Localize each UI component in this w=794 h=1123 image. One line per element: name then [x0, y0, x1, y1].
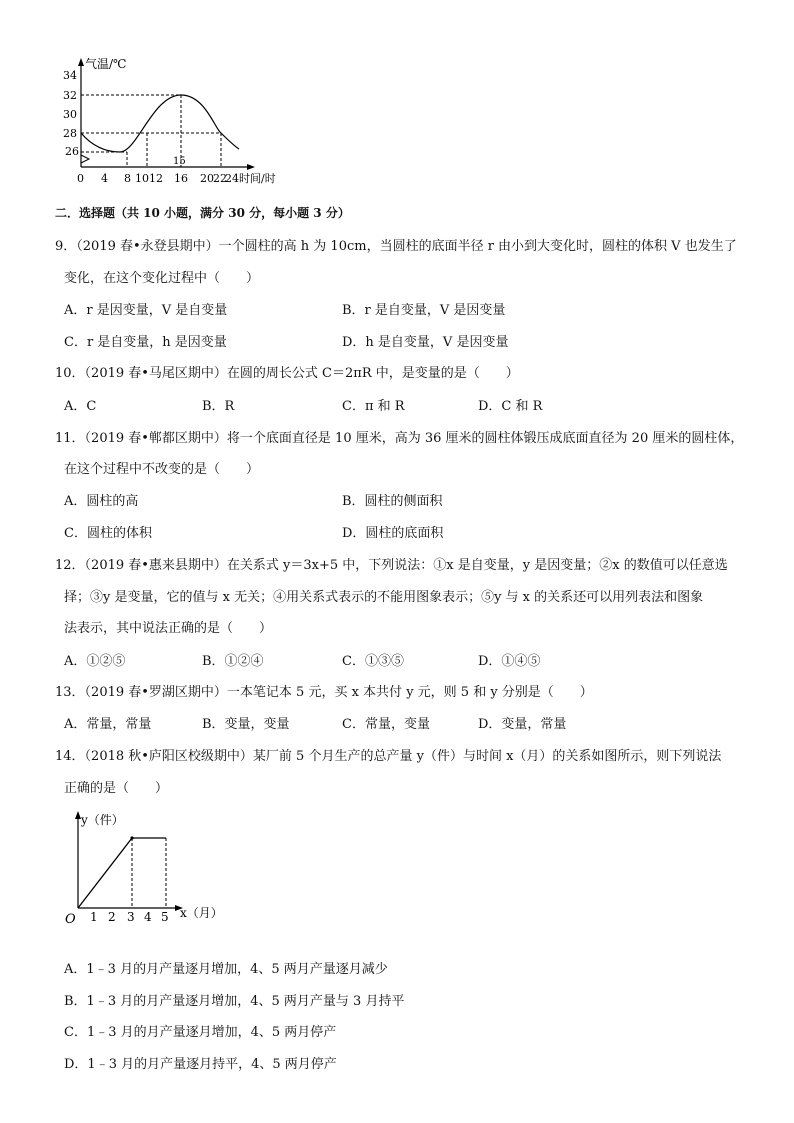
guide-lines: [81, 95, 221, 167]
x-tick-4: 4: [144, 910, 152, 924]
y-tick-34: 34: [63, 69, 77, 82]
q14-line-1: 14．（2018 秋•庐阳区校级期中）某厂前 5 个月生产的总产量 y（件）与时间 x（月）的关系如图所示，则下列说法: [55, 749, 722, 764]
q11-option-a[interactable]: A．圆柱的高: [64, 494, 139, 509]
q14-line-2: 正确的是（ ）: [64, 781, 169, 796]
x-axis-label: x（月）: [180, 906, 223, 920]
q13-option-a[interactable]: A．常量，常量: [64, 717, 152, 732]
q9-option-b[interactable]: B．r 是自变量，V 是因变量: [342, 303, 506, 318]
q9-option-d[interactable]: D．h 是自变量，V 是因变量: [342, 335, 509, 350]
x-tick-24: 24: [225, 172, 239, 185]
x-axis-label: 时间/时: [239, 172, 276, 185]
q12-option-d[interactable]: D．①④⑤: [478, 654, 541, 669]
x-axis-arrow: [247, 164, 255, 170]
x-tick-8: 8: [124, 172, 131, 185]
x-tick-4: 4: [101, 172, 108, 185]
x-tick-5: 5: [161, 910, 169, 924]
temperature-graph: [55, 55, 305, 190]
q9-line-1: 9．（2019 春•永登县期中）一个圆柱的高 h 为 10cm，当圆柱的底面半径 r 由小到大变化时，圆柱的体积 V 也发生了: [55, 239, 737, 254]
q12-option-c[interactable]: C．①③⑤: [342, 654, 404, 669]
q12-line-1: 12．（2019 春•惠来县期中）在关系式 y＝3x+5 中，下列说法：①x 是自变量，y 是因变量；②x 的数值可以任意选: [55, 558, 728, 573]
inner-label: 15: [173, 156, 186, 167]
q13-option-c[interactable]: C．常量，变量: [342, 717, 430, 732]
axis-break: [81, 155, 89, 163]
x-tick-2: 2: [108, 910, 116, 924]
q11-line-1: 11．（2019 春•郸都区期中）将一个底面直径是 10 厘米，高为 36 厘米的圆柱体锻压成底面直径为 20 厘米的圆柱体，: [55, 431, 744, 446]
y-tick-28: 28: [63, 127, 77, 140]
q14-option-b[interactable]: B．1﹣3 月的月产量逐月增加，4、5 两月产量与 3 月持平: [64, 994, 405, 1009]
y-axis-label: 气温/℃: [85, 57, 127, 71]
q10-line-1: 10．（2019 春•马尾区期中）在圆的周长公式 C＝2πR 中，是变量的是（ ）: [55, 366, 519, 381]
y-tick-32: 32: [63, 89, 77, 102]
q14-option-a[interactable]: A．1﹣3 月的月产量逐月增加，4、5 两月产量逐月减少: [64, 962, 388, 977]
q10-option-b[interactable]: B．R: [202, 399, 235, 414]
x-tick-22: 22: [213, 172, 227, 185]
q14-option-d[interactable]: D．1﹣3 月的月产量逐月持平，4、5 两月停产: [64, 1057, 337, 1072]
q13-option-b[interactable]: B．变量，变量: [202, 717, 290, 732]
q9-option-a[interactable]: A．r 是因变量，V 是自变量: [64, 303, 228, 318]
q11-option-b[interactable]: B．圆柱的侧面积: [342, 494, 443, 509]
q13-line-1: 13．（2019 春•罗湖区期中）一本笔记本 5 元，买 x 本共付 y 元，则 5 和 y 分别是（ ）: [55, 685, 593, 700]
q12-line-2: 择；③y 是变量，它的值与 x 无关；④用关系式表示的不能用图象表示；⑤y 与 x 的关系还可以用列表法和图象: [64, 590, 704, 605]
q9-option-c[interactable]: C．r 是自变量，h 是因变量: [64, 335, 227, 350]
x-tick-3: 3: [127, 910, 135, 924]
q11-line-2: 在这个过程中不改变的是（ ）: [64, 462, 260, 477]
q11-option-d[interactable]: D．圆柱的底面积: [342, 526, 444, 541]
x-tick-0: 0: [77, 172, 84, 185]
x-tick-20: 20: [200, 172, 214, 185]
production-line: [78, 838, 166, 908]
q12-line-3: 法表示，其中说法正确的是（ ）: [64, 621, 273, 636]
y-tick-30: 30: [63, 108, 77, 121]
q14-option-c[interactable]: C．1﹣3 月的月产量逐月增加，4、5 两月停产: [64, 1025, 337, 1040]
section-heading: 二．选择题（共 10 小题，满分 30 分，每小题 3 分）: [55, 206, 350, 220]
x-tick-16: 16: [174, 172, 188, 185]
q12-option-a[interactable]: A．①②⑤: [64, 654, 126, 669]
temperature-curve: [81, 95, 239, 152]
origin-label: O: [65, 912, 76, 927]
q10-option-c[interactable]: C．π 和 R: [342, 399, 405, 414]
q10-option-d[interactable]: D．C 和 R: [478, 399, 543, 414]
x-tick-10: 10: [135, 172, 149, 185]
q13-option-d[interactable]: D．变量，常量: [478, 717, 567, 732]
q10-option-a[interactable]: A．C: [64, 399, 97, 414]
production-graph: [60, 808, 230, 933]
x-tick-12: 12: [149, 172, 163, 185]
q11-option-c[interactable]: C．圆柱的体积: [64, 526, 152, 541]
y-axis-label: y（件）: [81, 813, 124, 827]
q9-line-2: 变化，在这个变化过程中（ ）: [64, 271, 260, 286]
q12-option-b[interactable]: B．①②④: [202, 654, 264, 669]
y-tick-26: 26: [65, 145, 79, 158]
y-axis-arrow: [78, 58, 84, 66]
x-tick-1: 1: [90, 910, 98, 924]
